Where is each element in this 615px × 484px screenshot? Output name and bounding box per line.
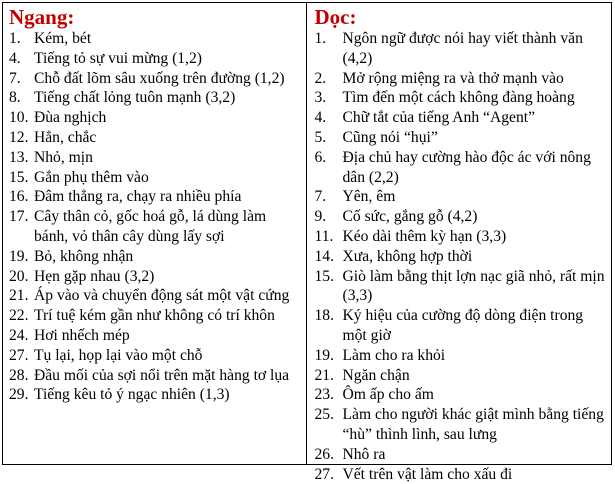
down-clue [315,366,608,386]
clue-number: 10. [9,109,29,127]
clue-number: 19. [9,247,29,265]
down-clue [315,148,608,188]
clue-text: Nhỏ, mịn [34,148,93,166]
clue-number: 22. [9,307,29,325]
across-clue [9,168,302,188]
across-clue [9,306,302,326]
clue-number: 23. [314,386,334,404]
clue-number: 25. [314,406,334,424]
down-clue [315,247,608,267]
clue-number: 24. [9,326,29,344]
clue-number: 4. [314,109,327,127]
clue-number: 17. [9,208,29,226]
clue-number: 18. [314,307,334,325]
clue-number: 1. [314,30,327,47]
clue-text: Vết trên vật làm cho xấu đi [342,465,513,483]
clue-text: Hơi nhếch mép [34,326,130,344]
across-clue [9,366,302,386]
across-clue [9,286,302,306]
across-clue [9,267,302,287]
clue-text: Làm cho ra khỏi [342,346,446,364]
across-clue [9,187,302,207]
clue-text: Mở rộng miệng ra và thở mạnh vào [342,69,564,87]
down-clue [315,385,608,405]
clue-text: Địa chủ hay cường hào độc ác với nông dân (2,2) [342,148,591,186]
clue-text: Cây thân cỏ, gốc hoá gỗ, lá dùng làm bánh, vỏ thân cây dùng lấy sợi [34,208,267,245]
clue-text: Đâm thẳng ra, chạy ra nhiều phía [34,188,242,206]
clue-number: 15. [9,168,29,186]
clue-text: Cũng nói “hụi” [342,128,438,146]
clue-number: 19. [314,346,334,364]
clue-text: Tụ lại, họp lại vào một chỗ [34,346,203,364]
clue-number: 3. [314,89,327,107]
across-clue [9,385,302,405]
down-clue [315,187,608,207]
across-clue [9,326,302,346]
clue-number: 21. [9,287,29,305]
clue-text: Trí tuệ kém gần như không có trí khôn [34,307,275,325]
clue-text: Tiếng tỏ sự vui mừng (1,2) [34,49,202,67]
down-clue [315,306,608,346]
clue-text: Đùa nghịch [34,109,107,127]
across-heading: Ngang: [9,5,75,29]
clue-text: Làm cho người khác giật mình bằng tiếng “hù” thình lình, sau lưng [342,406,604,443]
crossword-clues-table [2,2,612,483]
clue-number: 4. [9,49,21,67]
clue-text: Xưa, không hợp thời [342,247,473,265]
clue-text: Yên, êm [342,188,396,206]
clue-text: Ôm ấp cho ấm [342,386,434,404]
clue-number: 14. [314,247,334,265]
clue-text: Hẹn gặp nhau (3,2) [34,267,155,285]
clue-text: Kéo dài thêm kỳ hạn (3,3) [342,227,507,245]
down-clue [315,88,608,108]
across-clue [9,108,302,128]
clue-text: Tiếng chất lỏng tuôn mạnh (3,2) [34,89,236,107]
down-heading: Dọc: [314,5,357,29]
clue-number: 21. [314,366,334,384]
across-clue [9,49,302,69]
clue-number: 27. [9,346,29,364]
clue-number: 11. [314,227,334,245]
down-clue [315,69,608,89]
clue-number: 7. [9,69,21,87]
across-clue [9,207,302,247]
down-clue [315,108,608,128]
down-column [307,3,612,483]
clue-text: Tiếng kêu tỏ ý ngạc nhiên (1,3) [34,386,230,404]
clue-number: 8. [9,89,21,107]
down-clue [315,405,608,445]
across-column [3,3,307,464]
clue-text: Bỏ, không nhận [34,247,134,265]
clue-number: 1. [9,30,21,47]
clue-number: 13. [9,148,29,166]
down-clue [315,465,608,484]
across-clue [9,247,302,267]
clue-text: Gắn phụ thêm vào [34,168,149,186]
clue-text: Ký hiệu của cường độ dòng điện trong một giờ [342,307,584,344]
across-clue [9,346,302,366]
clue-text: Ngăn chận [342,366,410,384]
down-clue-list [315,29,608,484]
clue-number: 5. [314,128,327,146]
clue-text: Ngôn ngữ được nói hay viết thành văn (4,2) [342,30,583,67]
clue-text: Hẳn, chắc [34,128,97,146]
clue-number: 16. [9,188,29,206]
clue-number: 26. [314,445,334,463]
clue-text: Áp vào và chuyển động sát một vật cứng [34,287,290,305]
across-clue [9,29,302,49]
clue-number: 15. [314,267,334,285]
clue-text: Cố sức, gắng gỗ (4,2) [342,208,478,226]
clue-number: 12. [9,128,29,146]
clue-text: Giò làm bằng thịt lợn nạc giã nhỏ, rất mịn (3,3) [342,267,605,305]
down-clue [315,128,608,148]
clue-text: Chữ tắt của tiếng Anh “Agent” [342,109,535,127]
down-clue [315,227,608,247]
across-clue [9,128,302,148]
clue-number: 9. [314,208,327,226]
down-clue [315,445,608,465]
clue-number: 6. [314,148,327,166]
across-clue [9,88,302,108]
down-clue [315,346,608,366]
clue-number: 29. [9,386,29,404]
down-clue [315,207,608,227]
down-clue [315,29,608,69]
clue-number: 2. [314,69,327,87]
across-clue [9,148,302,168]
across-clue [9,69,302,89]
clue-number: 7. [314,188,327,206]
down-clue [315,267,608,307]
clue-text: Đầu mối của sợi nổi trên mặt hàng tơ lụa [34,366,290,384]
clue-number: 27. [314,465,334,483]
clue-text: Kém, bét [34,30,92,47]
clue-number: 20. [9,267,29,285]
clue-text: Tìm đến một cách không đàng hoàng [342,89,575,107]
clue-text: Chỗ đất lõm sâu xuống trên đường (1,2) [34,69,285,87]
across-clue-list [9,29,302,405]
clue-number: 28. [9,366,29,384]
clue-text: Nhô ra [342,445,386,463]
